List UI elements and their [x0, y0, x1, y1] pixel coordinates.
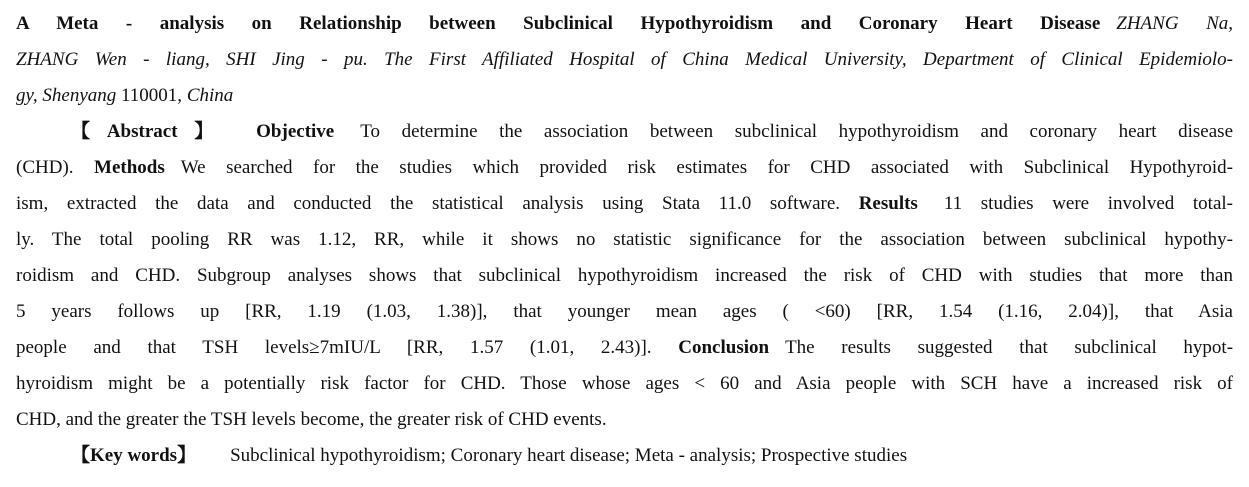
- keywords-text: Subclinical hypothyroidism; Coronary heart disease; Meta - analysis; Prospective studies: [230, 445, 908, 466]
- abstract-text-9: CHD, and the greater the TSH levels become, the greater risk of CHD events.: [16, 409, 607, 430]
- keywords-line: [16, 438, 1233, 474]
- abstract-text-4: ly. The total pooling RR was 1.12, RR, while it shows no statistic significance for the association between subclinical hypothy-: [16, 229, 1233, 250]
- results-text: 11 studies were involved total-: [943, 193, 1234, 214]
- header-line-2: [16, 42, 1233, 78]
- abstract-text-5: roidism and CHD. Subgroup analyses shows that subclinical hypothyroidism increased the risk of CHD with studies that more than: [16, 265, 1233, 286]
- authors-line-1: ZHANG Na,: [1116, 13, 1233, 34]
- results-label: Results: [858, 193, 918, 214]
- abstract-text-8: hyroidism might be a potentially risk factor for CHD. Those whose ages < 60 and Asia people with SCH have a increased risk of: [16, 373, 1233, 394]
- abstract-line-4: [16, 222, 1233, 258]
- abstract-line-8: [16, 366, 1233, 402]
- conclusion-label: Conclusion: [678, 337, 770, 358]
- abstract-text-3a: ism, extracted the data and conducted the statistical analysis using Stata 11.0 software.: [16, 193, 841, 214]
- abstract-line-1: [16, 114, 1233, 150]
- header-line-3: [16, 78, 1233, 114]
- abstract-line-2: [16, 150, 1233, 186]
- keywords-label: 【Key words】: [71, 445, 197, 466]
- abstract-text-2a: (CHD).: [16, 157, 74, 178]
- affiliation-country: China: [186, 85, 234, 106]
- authors-affiliation: ZHANG Wen - liang, SHI Jing - pu. The First Affiliated Hospital of China Medical University, Department of Clinical Epidemiolo-: [16, 49, 1233, 70]
- methods-text: We searched for the studies which provided risk estimates for CHD associated with Subclinical Hypothyroid-: [180, 157, 1234, 178]
- affiliation-city: gy, Shenyang: [16, 85, 117, 106]
- abstract-line-9: [16, 402, 1233, 438]
- abstract-text-6: 5 years follows up [RR, 1.19 (1.03, 1.38)], that younger mean ages ( <60) [RR, 1.54 (1.16, 2.04)], that Asia: [16, 301, 1233, 322]
- abstract-label: 【Abstract】: [71, 121, 231, 142]
- postal-code: 110001,: [121, 85, 183, 106]
- abstract-text-7a: people and that TSH levels≥7mIU/L [RR, 1.57 (1.01, 2.43)].: [16, 337, 652, 358]
- methods-label: Methods: [94, 157, 165, 178]
- abstract-line-6: [16, 294, 1233, 330]
- objective-text: To determine the association between subclinical hypothyroidism and coronary heart disease: [360, 121, 1233, 142]
- objective-label: Objective: [256, 121, 335, 142]
- header-line-1: [16, 6, 1233, 42]
- paper-title: A Meta - analysis on Relationship between Subclinical Hypothyroidism and Coronary Heart Disease: [16, 13, 1101, 34]
- conclusion-text: The results suggested that subclinical hypot-: [785, 337, 1234, 358]
- abstract-line-3: [16, 186, 1233, 222]
- abstract-line-5: [16, 258, 1233, 294]
- abstract-line-7: [16, 330, 1233, 366]
